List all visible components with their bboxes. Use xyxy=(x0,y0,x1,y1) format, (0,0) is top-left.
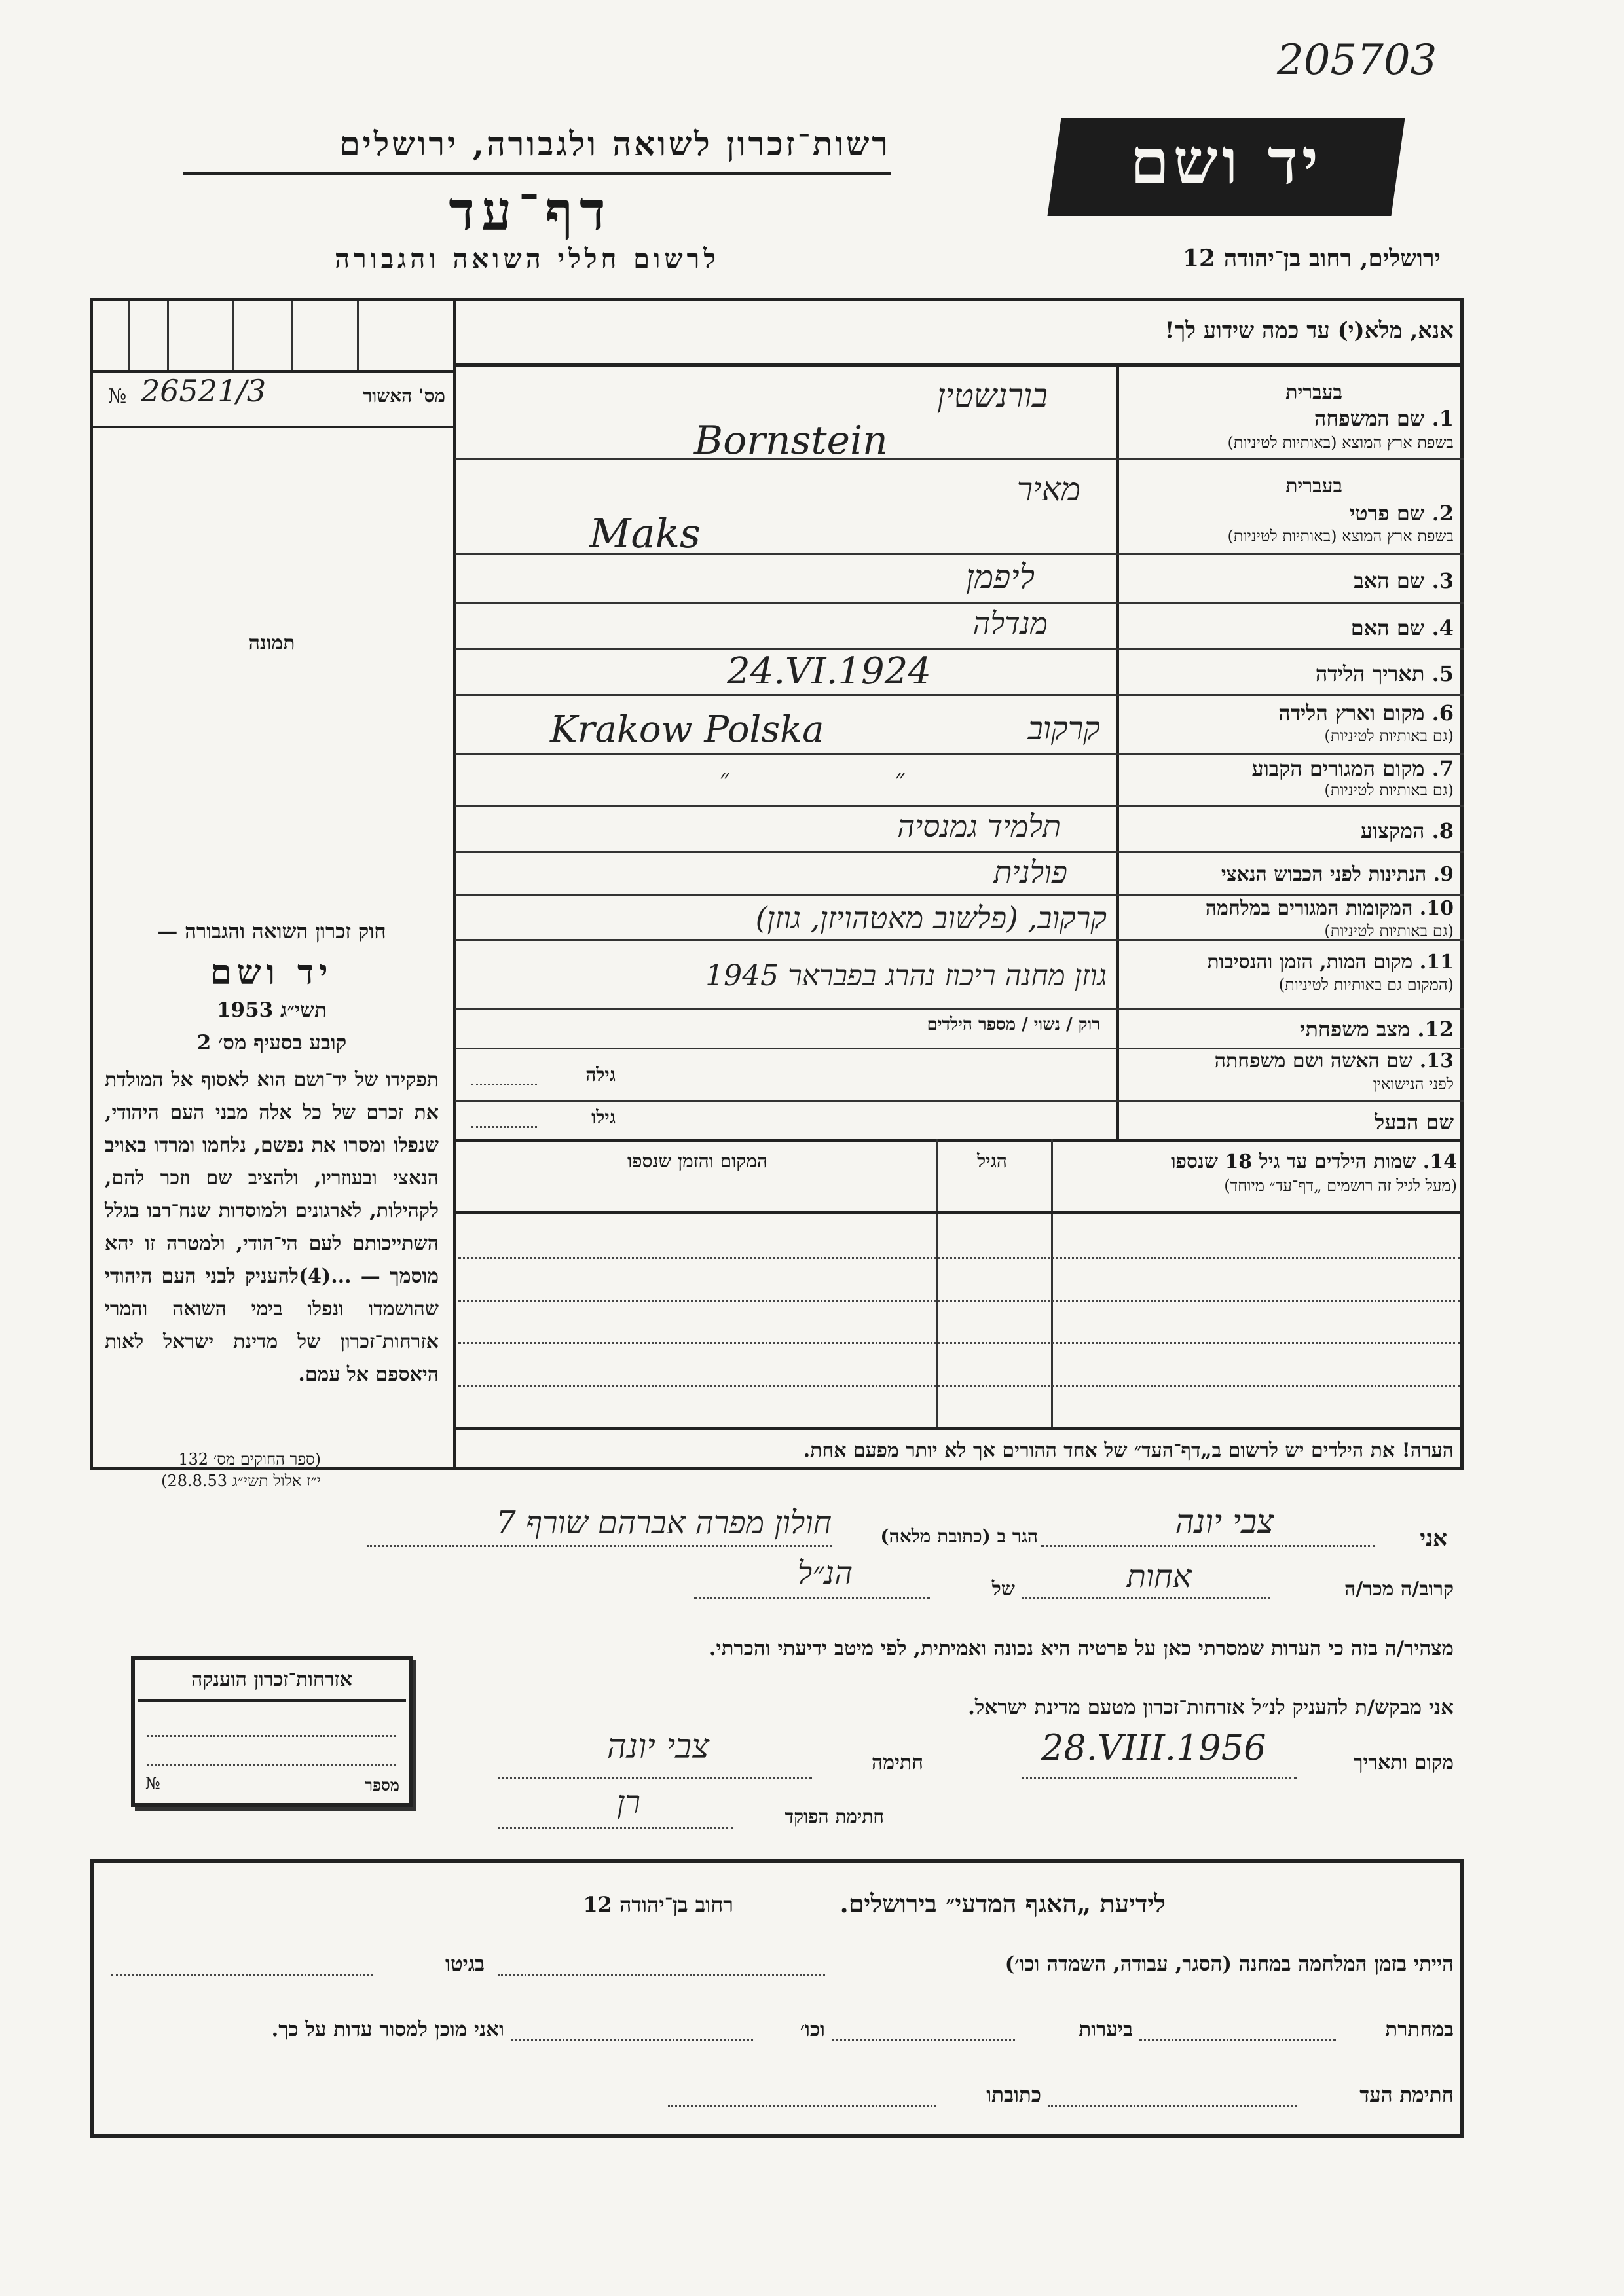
war-residences-value: קרקוב, (פלשוב מאטהויזן, גוזן) xyxy=(755,900,1107,936)
field-text-13: שם האשה ושם משפחתה xyxy=(1214,1049,1413,1072)
relation-line xyxy=(1022,1597,1270,1599)
row-line xyxy=(455,648,1464,650)
hebrew-tag-2: בעברית xyxy=(1285,475,1342,498)
cell-divider xyxy=(167,301,169,373)
field-text-3: שם האב xyxy=(1354,568,1425,593)
law-source: (ספר החוקים מס׳ 132 xyxy=(178,1450,321,1468)
statement: מצהיר/ה בזה כי העדות שמסרתי כאן על פרטיה היא נכונה ואמיתית, לפי מיטב ידיעתי והכרתי. xyxy=(709,1637,1454,1660)
signature-label: חתימה xyxy=(872,1751,923,1774)
marital-value: רוק / נשוי / מספר הילדים xyxy=(927,1015,1100,1034)
citizenship-line xyxy=(147,1735,396,1737)
field-label-war-residences xyxy=(1126,897,1454,920)
footer-line3-a: חתימת העד xyxy=(1359,2083,1454,2107)
registration-bottom xyxy=(92,426,455,428)
field-label-birthdate xyxy=(1126,661,1454,686)
place-date-line xyxy=(1022,1777,1297,1779)
declarant-address: חולון מפרה אברהם שורף 7 xyxy=(496,1504,832,1541)
citizenship-line xyxy=(147,1764,396,1766)
field-label-mother xyxy=(1126,615,1454,640)
signature-value: צבי יונה xyxy=(606,1727,710,1766)
field-no-13: 13. xyxy=(1419,1049,1454,1072)
instruction-line xyxy=(455,363,1464,367)
sidebar-divider xyxy=(453,298,456,1470)
field-no-3: 3. xyxy=(1431,568,1454,593)
row-line xyxy=(455,1100,1464,1102)
field-no-6: 6. xyxy=(1431,701,1454,725)
photo-label: תמונה xyxy=(248,632,295,655)
field-text-8: המקצוע xyxy=(1360,818,1425,843)
footer-line2-a: במחתרת xyxy=(1385,2018,1454,2041)
field-label-father xyxy=(1126,568,1454,593)
field-no-2: 2. xyxy=(1431,501,1454,526)
field-no-12: 12. xyxy=(1417,1017,1454,1042)
field-text-9: הנתינות לפני הכבוש הנאצי xyxy=(1221,863,1427,886)
form-subtitle: לרשום חללי השואה והגבורה xyxy=(334,244,720,274)
children-bottom xyxy=(455,1427,1464,1430)
place-date-label: מקום ותאריך xyxy=(1353,1751,1454,1774)
relation-label: קרוב/ה מכר/ה xyxy=(1344,1578,1454,1601)
field-no-5: 5. xyxy=(1431,661,1454,686)
header-address: ירושלים, רחוב בן־יהודה 12 xyxy=(1182,245,1441,272)
footer-line2-dots2 xyxy=(832,2039,1015,2041)
registration-label: מס' האשור xyxy=(363,385,445,407)
death-value: גוזן מחנה ריכוז נהרג בפבראר 1945 xyxy=(705,959,1107,993)
row-line xyxy=(455,694,1464,696)
officer-value: רן xyxy=(617,1784,640,1821)
children-sub: (מעל לגיל זה רושמים „דף־עד״ מיוחד) xyxy=(1224,1176,1457,1195)
officer-line xyxy=(498,1827,733,1829)
officer-label: חתימת הפוקד xyxy=(784,1806,884,1827)
law-year: תשי״ג 1953 xyxy=(216,998,327,1022)
cell-divider xyxy=(291,301,293,373)
children-title: שמות הילדים עד גיל 18 שנספו xyxy=(1170,1150,1416,1173)
resides-label: הגר ב (כתובת מלאה) xyxy=(880,1525,1038,1547)
citizenship-title-line xyxy=(138,1699,406,1702)
footer-line1-dots xyxy=(498,1974,825,1976)
field-no-7: 7. xyxy=(1431,756,1454,781)
children-col-divider xyxy=(936,1139,938,1427)
hebrew-tag-1: בעברית xyxy=(1285,381,1342,404)
of-line xyxy=(694,1597,930,1599)
field-text-1: שם המשפחה xyxy=(1314,406,1425,431)
field-sub-11: (המקום גם באותיות לטיניות) xyxy=(1278,975,1454,994)
field-label-citizenship xyxy=(1126,863,1454,886)
field-label-husband: שם הבעל xyxy=(1375,1110,1454,1135)
footer-line2-b: ביערות xyxy=(1079,2018,1133,2041)
relation-value: אחות xyxy=(1126,1558,1192,1595)
citizenship-title: אזרחות־זכרון הוענקה xyxy=(191,1668,353,1691)
of-label: של xyxy=(991,1578,1015,1601)
wife-age-label: גילה xyxy=(585,1064,616,1085)
field-no-10: 10. xyxy=(1419,897,1454,920)
field-label-birthplace xyxy=(1126,701,1454,725)
field-text-4: שם האם xyxy=(1350,615,1425,640)
cell-divider xyxy=(357,301,359,373)
address-line xyxy=(367,1545,832,1547)
law-text: תפקידו של יד־ושם הוא לאסוף אל המולדת את זכרם של כל אלה מבני העם היהודי, שנפלו ומסרו את נפשם, נלחמו ומרדו באויב הנאצי ובעוזריו, ולהציב שם וזכר להם, לקהילות, לארגונים ולמוסדות שנח־רבו בגלל השתייכותם לעם הי־הודי, ולמטרה זו יהא מוסמך — ...(4)להעניק לבני העם היהודי שהושמדו ונפלו בימי השואה והמרי אזרחות־זכרון של מדינת ישראל לאות היאספם אל עמם. xyxy=(105,1068,439,1386)
footer-line3-b: כתובתו xyxy=(986,2083,1041,2107)
ani-label: אני xyxy=(1420,1525,1447,1552)
footer-line1-b: בגיטו xyxy=(445,1952,485,1976)
family-name-latin: Bornstein xyxy=(694,418,888,464)
registration-value: 26521/3 xyxy=(141,373,267,409)
law-title: חוק זכרון השואה והגבורה — xyxy=(157,920,386,943)
field-label-marital xyxy=(1126,1017,1454,1042)
law-date: י״ז אלול תשי״ג 28.8.53) xyxy=(161,1472,321,1490)
place-date-value: 28.VIII.1956 xyxy=(1041,1727,1266,1768)
row-line xyxy=(455,894,1464,896)
declarant-line xyxy=(1041,1545,1375,1547)
cell-divider xyxy=(128,301,130,373)
field-sub-10: (גם באותיות לטיניות) xyxy=(1324,922,1454,940)
law-name: יד ושם xyxy=(210,953,333,993)
row-line xyxy=(455,1139,1464,1142)
citizenship-value: פולנית xyxy=(993,854,1067,890)
logo-text: יד ושם xyxy=(1130,124,1323,198)
label-divider xyxy=(1116,363,1119,1139)
of-value: הנ״ל xyxy=(797,1555,853,1592)
footer-line1-dots2 xyxy=(111,1974,373,1976)
citizenship-number-label: מספר xyxy=(365,1776,399,1795)
field-label-family-name xyxy=(1126,406,1454,431)
field-sub-6: (גם באותיות לטיניות) xyxy=(1324,727,1454,745)
row-line xyxy=(455,1008,1464,1010)
field-label-residence xyxy=(1126,756,1454,781)
mother-name: מנדלה xyxy=(972,606,1048,641)
row-line xyxy=(455,753,1464,755)
field-label-death xyxy=(1126,951,1454,974)
father-name: ליפמן xyxy=(965,558,1035,596)
footer-title: לידיעת „האגף המדעי״ בירושלים. xyxy=(840,1889,1166,1918)
field-text-5: תאריך הלידה xyxy=(1315,661,1425,686)
children-row xyxy=(458,1385,1460,1387)
footer-line2-dots3 xyxy=(511,2039,753,2041)
cell-divider xyxy=(232,301,234,373)
row-line xyxy=(455,805,1464,807)
field-sub-2: בשפת ארץ המוצא (באותיות לטיניות) xyxy=(1227,527,1454,545)
children-label xyxy=(1058,1150,1457,1173)
birthdate: 24.VI.1924 xyxy=(727,650,931,693)
footer-line3-dots xyxy=(1048,2105,1297,2107)
field-label-profession xyxy=(1126,818,1454,843)
children-note: הערה! את הילדים יש לרשום ב„דף־העד״ של אחד ההורים אך לא יותר מפעם אחת. xyxy=(803,1439,1454,1462)
field-no-8: 8. xyxy=(1431,818,1454,843)
declarant-name: צבי יונה xyxy=(1175,1503,1274,1540)
form-title: דף־עד xyxy=(449,180,612,243)
field-text-12: מצב משפחתי xyxy=(1300,1017,1411,1042)
field-label-first-name xyxy=(1126,501,1454,526)
footer-line3-dots2 xyxy=(668,2105,936,2107)
field-text-11: מקום המות, הזמן והנסיבות xyxy=(1207,951,1413,974)
field-text-10: המקומות המגורים במלחמה xyxy=(1205,897,1413,920)
field-sub-13: לפני הנישואין xyxy=(1373,1075,1454,1093)
instruction: אנא, מלא(י) עד כמה שידוע לך! xyxy=(1164,318,1454,344)
field-no-1: 1. xyxy=(1431,406,1454,431)
family-name-hebrew: בורנשטין xyxy=(936,376,1048,414)
footer-line2-c: וכו׳ xyxy=(800,2018,825,2041)
profession-value: תלמיד גמנסיה xyxy=(897,809,1061,844)
field-no-11: 11. xyxy=(1419,951,1454,974)
law-clause: קובע בסעיף מס׳ 2 xyxy=(196,1031,347,1055)
footer-line1-a: הייתי בזמן המלחמה במחנה (הסגר, עבודה, השמדה וכו׳) xyxy=(1005,1952,1454,1976)
authority-underline xyxy=(183,172,891,175)
row-line xyxy=(455,602,1464,604)
field-no-4: 4. xyxy=(1431,615,1454,640)
row-line xyxy=(455,851,1464,853)
footer-address: רחוב בן־יהודה 12 xyxy=(583,1892,733,1917)
field-sub-1: בשפת ארץ המוצא (באותיות לטיניות) xyxy=(1227,433,1454,452)
children-col-divider xyxy=(1051,1139,1053,1427)
row-line xyxy=(455,458,1464,460)
cell-bottom xyxy=(92,370,455,373)
citizenship-no-mark: № xyxy=(145,1774,160,1793)
field-text-7: מקום המגורים הקבוע xyxy=(1251,756,1425,781)
field-label-wife xyxy=(1126,1049,1454,1072)
request: אני מבקש/ת להעניק לנ״ל אזרחות־זכרון מטעם מדינת ישראל. xyxy=(968,1696,1454,1719)
children-header-line xyxy=(455,1211,1464,1214)
wife-age-line xyxy=(471,1084,537,1085)
children-col-place: המקום והזמן שנספו xyxy=(627,1150,767,1172)
first-name-hebrew: מאיר xyxy=(1016,470,1080,508)
children-row xyxy=(458,1257,1460,1259)
husband-age-label: גילו xyxy=(591,1106,616,1128)
children-col-age: הגיל xyxy=(977,1150,1007,1172)
field-sub-7: (גם באותיות לטיניות) xyxy=(1324,781,1454,799)
field-no-9: 9. xyxy=(1433,863,1454,886)
children-row xyxy=(458,1300,1460,1302)
birthplace-latin: Krakow Polska xyxy=(550,708,824,751)
field-text-2: שם פרטי xyxy=(1349,501,1425,526)
residence-value: ״ ״ xyxy=(719,763,984,793)
field-text-6: מקום וארץ הלידה xyxy=(1278,701,1425,725)
signature-line xyxy=(498,1777,812,1779)
birthplace-hebrew: קרקוב xyxy=(1027,710,1100,747)
footer-line2-dots xyxy=(1139,2039,1336,2041)
husband-age-line xyxy=(471,1126,537,1128)
footer-line2-d: ואני מוכן למסור עדות על כך. xyxy=(271,2018,504,2041)
authority-title: רשות־זכרון לשואה ולגבורה, ירושלים xyxy=(339,124,891,163)
children-row xyxy=(458,1342,1460,1344)
archive-number: 205703 xyxy=(1277,36,1437,84)
first-name-latin: Maks xyxy=(589,509,701,557)
registration-no-mark: № xyxy=(108,385,127,408)
children-no: 14. xyxy=(1422,1150,1457,1173)
